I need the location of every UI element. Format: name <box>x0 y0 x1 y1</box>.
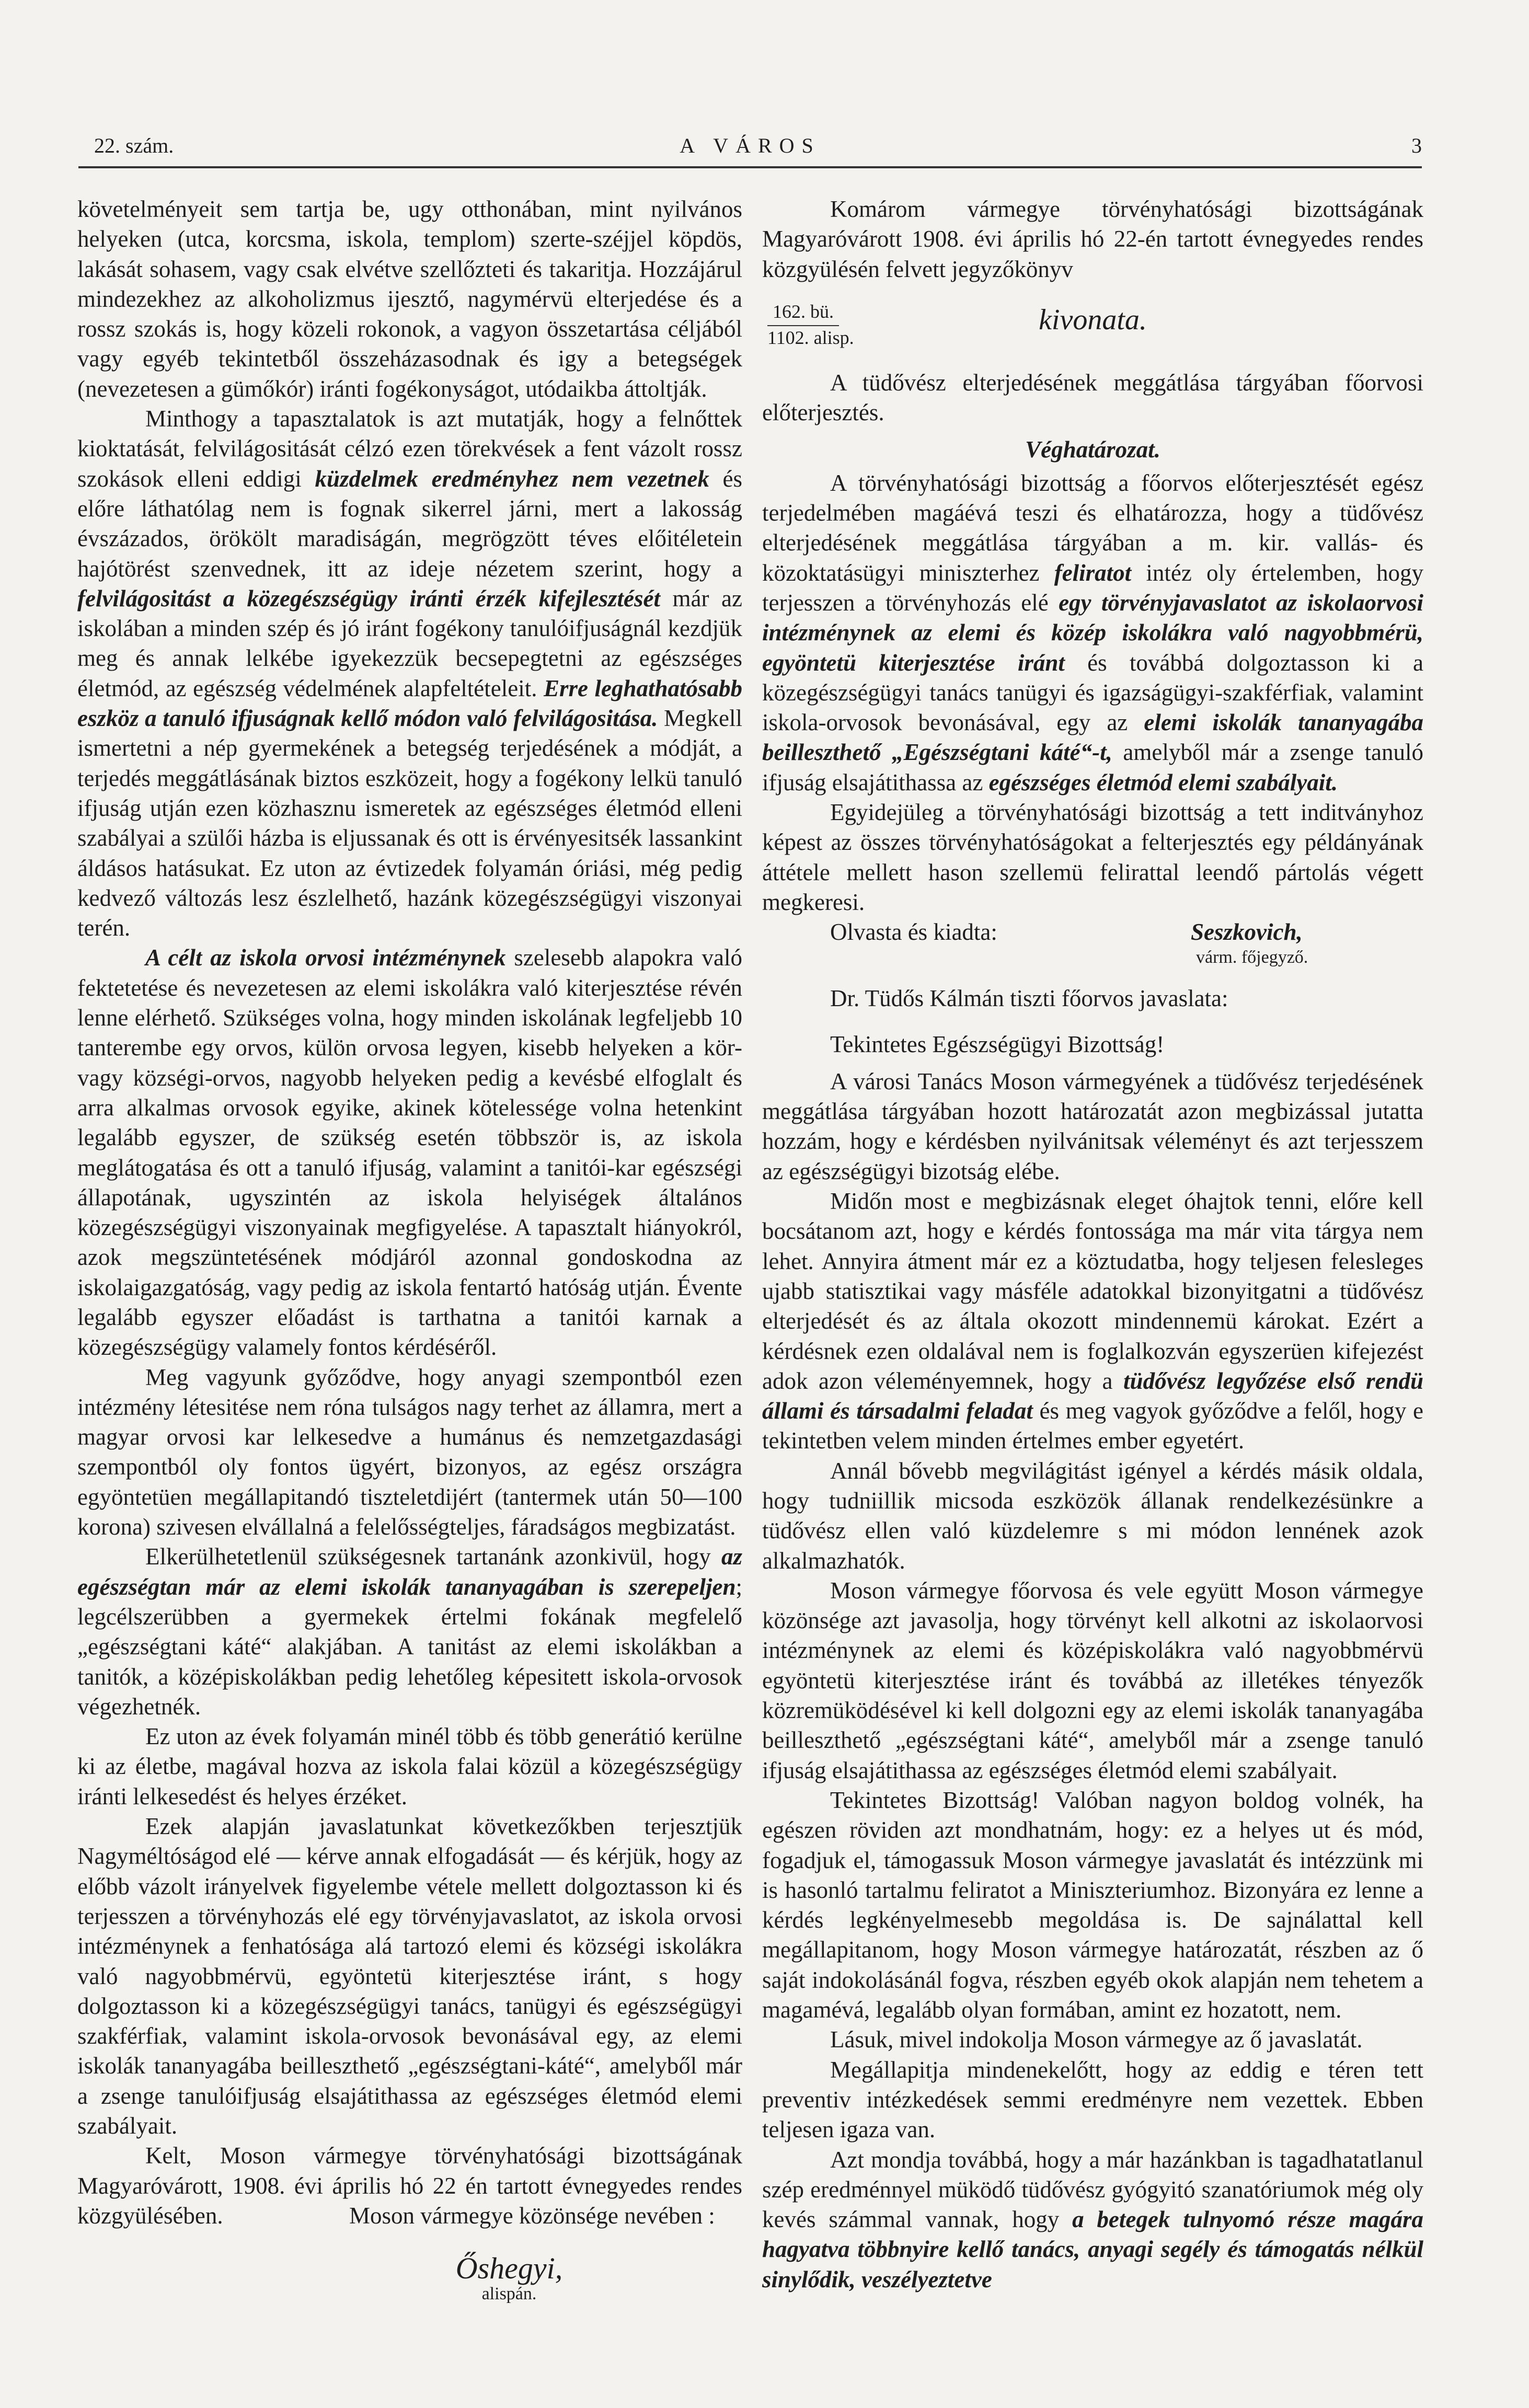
text-run: Megállapitja mindenekelőtt, hogy az eddig e téren tett preventiv intézkedések semmi eredményre nem vezettek. Ebben teljesen igaza van. <box>762 2056 1423 2143</box>
text-run: Elkerülhetetlenül szükségesnek tartanánk azonkivül, hogy <box>145 1543 721 1570</box>
paragraph <box>762 2055 1423 2145</box>
newspaper-title: A VÁROS <box>680 134 821 157</box>
text-run: A városi Tanács Moson vármegyének a tüdővész terjedésének meggátlása tárgyában hozott határozatát azon megbizással jutatta hozzám, hogy e kérdésben nyilvánitsak véleményt és azt terjesszem az egészségügyi bizotság elébe. <box>762 1068 1423 1184</box>
reference-top: 162. bü. <box>767 300 839 326</box>
text-run: és meg vagyok győződve a felől, hogy e tekintetben velem minden értelmes ember egyetért. <box>762 1398 1423 1454</box>
text-run: ; legcélszerübben a gyermekek értelmi fokának megfelelő „egészségtani káté“ alakjában. A tanitást az elemi iskolákban a tanitók, a középiskolákban pedig lehetőleg képesitett iskola-orvosok végezhetnék. <box>77 1573 742 1720</box>
text-run: és továbbá dolgoztasson ki a közegészségügyi tanács tanügyi és igazságügyi-szakférfiak, valamint iskola-orvosok bevonásával, egy az <box>762 649 1423 736</box>
text-run: amelyből már a zsenge tanuló ifjuság elsajátithassa az <box>762 739 1423 796</box>
signature-title: alispán. <box>481 2284 537 2304</box>
left-article-body <box>77 194 742 2231</box>
proposal-heading: Dr. Tüdős Kálmán tiszti főorvos javaslata: <box>830 985 1228 1012</box>
paragraph <box>762 1456 1423 1576</box>
signed-title: várm. főjegyző. <box>1196 948 1308 967</box>
proposal-body <box>762 1067 1423 2295</box>
text-run: Minthogy a tapasztalatok is azt mutatják, hogy a felnőttek kioktatását, felvilágositását célzó ezen törekvések a fent vázolt rossz szokások elleni eddigi <box>77 406 742 492</box>
paragraph <box>77 1812 742 2141</box>
minutes-intro: Komárom vármegye törvényhatósági bizottságának Magyaróvárott 1908. évi április hó 22-én tartott évnegyedes rendes közgyülésén felvett jegyzőkönyv <box>762 196 1423 282</box>
paragraph <box>762 1067 1423 1186</box>
paragraph <box>762 468 1423 798</box>
decision-heading: Véghatározat. <box>1025 436 1160 463</box>
paragraph <box>762 2025 1423 2055</box>
emphasized-text: feliratot <box>1054 559 1132 586</box>
emphasized-text: elemi iskolák tananyagába beilleszthető „Egészségtani káté“-t, <box>762 709 1423 766</box>
paragraph <box>77 1542 742 1722</box>
text-run: szelesebb alapokra való fektetetése és nevezetesen az elemi iskolákra való kiterjesztése révén lenne elérhető. Szükséges volna, hogy minden iskolának legfeljebb 10 tanterembe egy orvos, külön orvosa legyen, kisebb helyeken a kör- vagy községi-orvos, nagyobb helyeken pedig a kevésbé elfoglalt és arra alkalmas orvosok egyike, akinek kötelessége volna hetenkint legalább egyszer, de szükség esetén többször is, az iskola meglátogatása és ott a tanuló ifjuság, valamint a tanitói-kar egészségi állapotának, ugyszintén az iskola helyiségek általános közegészségügyi viszonyainak megfigyelése. A tapasztalt hiányokról, azok megszüntetésének módjáról azonnal gondoskodna az iskolaigazgatóság, vagy pedig az iskola fentartó hatóság utján. Évente legalább egyszer előadást is tarthatna a tanitói karnak a közegészségügy valamely fontos kérdéséről. <box>77 944 742 1361</box>
emphasized-text: a betegek tulnyomó része magára hagyatva többnyire kellő tanács, anyagi segély és támogatás nélkül sinylődik, veszélyeztetve <box>762 2206 1423 2292</box>
header-rule <box>78 166 1422 168</box>
text-run: és előre láthatólag nem is fognak sikerrel járni, mert a lakosság évszázados, örökölt maradiságán, megrögzött téves előitéletein hajótörést szenvednek, itt az ideje nézetem szerint, hogy a <box>77 465 743 582</box>
emphasized-text: egy törvényjavaslatot az iskolaorvosi intézménynek az elemi és közép iskolákra való nagyobbmérü, egyöntetü kiterjesztése iránt <box>762 589 1424 676</box>
signed-name: Seszkovich, <box>1191 919 1303 946</box>
paragraph <box>762 1785 1423 2025</box>
paragraph <box>77 943 742 1362</box>
paragraph <box>762 1576 1423 1785</box>
text-run: Moson vármegye főorvosa és vele együtt Moson vármegye közönsége azt javasolja, hogy törvényt kell alkotni az iskolaorvosi intézménynek az elemi és középiskolákra való nagyobbmérvü egyöntetü kiterjesztése iránt és továbbá az illetékes tényezők közremüködésével ki kell dolgozni egy az elemi iskolák tananyagába beilleszthető „egészségtani káté“, amelyből már a zsenge tanuló ifjuság elsajátithassa az egészséges életmód elemi szabályait. <box>762 1577 1423 1783</box>
extract-title: kivonata. <box>1039 303 1147 336</box>
right-column <box>762 194 1423 2295</box>
text-run: Annál bővebb megvilágitást igényel a kérdés másik oldala, hogy tudniillik micsoda eszközök állanak rendelkezésünkre a tüdővész ellen való küzdelemre s mi módon lennének azok alkalmazhatók. <box>762 1457 1423 1574</box>
page-header <box>78 133 1422 165</box>
paragraph <box>77 404 742 943</box>
emphasized-text: tüdővész legyőzése első rendü állami és társadalmi feladat <box>762 1367 1424 1424</box>
emphasized-text: küzdelmek eredményhez nem vezetnek <box>315 465 709 492</box>
left-column <box>77 194 742 2305</box>
text-run: Ez uton az évek folyamán minél több és több generátió kerülne ki az életbe, magával hozva az iskola falai közül a közegészségügy iránti lelkesedést és helyes érzéket. <box>77 1723 742 1810</box>
extract-heading <box>762 300 1423 363</box>
text-run: Midőn most e megbizásnak eleget óhajtok tenni, előre kell bocsátanom azt, hogy e kérdés fontossága ma már vita tárgya nem lehet. Annyira átment már ez a köztudatba, hogy teljesen felesleges ujabb statisztikai vagy másféle adatokkal bizonyitgatni a tüdővész elterjedését és az általa okozott mindennemü károkat. Ezért a kérdésnek ezen oldalával nem is foglalkozván egyszerüen kifejezést adok azon véleményemnek, hogy a <box>762 1188 1423 1394</box>
text-run: Kelt, Moson vármegye törvényhatósági bizottságának Magyaróvárott, 1908. évi április hó 22 én tartott évnegyedes rendes közgyülésében. <box>77 2142 742 2229</box>
page-number: 3 <box>1411 134 1422 157</box>
text-run: Tekintetes Bizottság! Valóban nagyon boldog volnék, ha egészen röviden azt mondhatnám, hogy: ez a helyes ut és mód, fogadjuk el, támogassuk Moson vármegye javaslatát és intézzünk mi is hasonló tartalmu feliratot a Miniszteriumhoz. Bizonyára ez lenne a kérdés legkényelmesebb megoldása is. De sajnálattal kell megállapitanom, hogy Moson vármegye határozatát, részben az ő saját indokolásánál fogva, részben egyéb okok alapján nem tehetem a magamévá, legalább olyan formában, amint ez hozatott, nem. <box>762 1787 1423 2023</box>
emphasized-text: az egészségtan már az elemi iskolák tananyagában is szerepeljen <box>77 1543 742 1600</box>
text-run: Egyidejüleg a törvényhatósági bizottság a tett inditványhoz képest az összes törvényhatóságokat a felterjesztés egy példányának áttétele mellett hason szellemü felirattal leendő pártolás végett megkeresi. <box>762 799 1423 915</box>
paragraph <box>77 194 742 404</box>
text-run: Megkell ismertetni a nép gyermekének a betegség terjedésének a módját, a terjedés meggátlásának biztos eszközeit, hogy a fogékony lelkü tanuló ifjuság utján ezen közhasznu ismeretek az egészséges életmód elleni szabályai a szülői házba is eljussanak és ott is érvényesitsék lassankint áldásos hatásukat. Ez uton az évtizedek folyamán óriási, még pedig kedvező változás lesz észlelhető, hazánk közegészségügyi viszonyai terén. <box>77 705 743 941</box>
text-run: Azt mondja továbbá, hogy a már hazánkban is tagadhatatlanul szép eredménnyel müködő tüdővész gyógyitó szanatóriumok még oly kevés számmal vannak, hogy <box>762 2146 1423 2233</box>
text-run: követelményeit sem tartja be, ugy otthonában, mint nyilvános helyeken (utca, korcsma, iskola, templom) szerte-széjjel köpdös, lakását sohasem, vagy csak elvétve szellőzteti és takaritja. Hozzájárul mindezekhez az alkoholizmus ijesztő, nagymérvü elterjedése és a rossz szokás is, hogy közeli rokonok, a vagyon összetartása céljából vagy egyéb tekintetből összeházasodnak és igy a betegségek (nevezetesen a gümőkór) iránti fogékonyságot, utódaikba áttoltják. <box>77 196 742 402</box>
text-run: intéz oly értelemben, hogy terjesszen a törvényhozás elé <box>762 559 1423 616</box>
decision-body <box>762 468 1423 917</box>
paragraph <box>762 798 1423 917</box>
emphasized-text: egészséges életmód elemi szabályait. <box>988 769 1338 796</box>
issue-number: 22. szám. <box>94 134 174 157</box>
text-run: már az iskolában a minden szép és jó iránt fogékony tanulóifjuságnál kezdjük meg és annak lelkébe igyekezzük becsepegtetni az egészséges életmód, az egészség védelmének alapfeltételeit. <box>77 585 742 701</box>
on-behalf-text: Moson vármegye közönsége nevében : <box>349 2203 715 2229</box>
text-run: Meg vagyunk győződve, hogy anyagi szempontból ezen intézmény létesitése nem róna tulságos nagy terhet az államra, mert a magyar orvosi kar lelkesedve a humánus és nemzetgazdasági szempontból oly fontos ügyért, bizonyos, az egész országra egyöntetüen megállapitandó tiszteletdijért (tantermek után 50—100 korona) szivesen elvállalná a felelősségteljes, fáradságos megbizatást. <box>77 1364 742 1540</box>
signature-name: Őshegyi, <box>455 2251 563 2286</box>
text-run: Ezek alapján javaslatunkat következőkben terjesztjük Nagyméltóságod elé — kérve annak elfogadását — és kérjük, hogy az előbb vázolt irányelvek figyelembe vétele mellett dolgoztasson ki és terjesszen a törvényhozás elé egy törvényjavaslatot, az iskola orvosi intézménynek a fenhatósága alá tartozó elemi és községi iskolákra való nagyobbmérvü, egyöntetü kiterjesztése iránt, s hogy dolgoztasson ki a közegészségügyi tanács, tanügyi és egészségügyi szakférfiak, valamint iskola-orvosok bevonásával egy, az elemi iskolák tananyagába beilleszthető „egészségtani-káté“, amelyből már a zsenge tanulóifjuság elsajátithassa az egészséges életmód elemi szabályait. <box>77 1813 742 2139</box>
paragraph <box>762 2145 1423 2295</box>
salutation: Tekintetes Egészségügyi Bizottság! <box>830 1031 1165 1057</box>
emphasized-text: felvilágositást a közegészségügy iránti érzék kifejlesztését <box>77 585 661 612</box>
text-run: A törvényhatósági bizottság a főorvos előterjesztését egész terjedelmében magáévá teszi és elhatározza, hogy a tüdővész elterjedésének meggátlása tárgyában a m. kir. vallás- és közoktatásügyi miniszterhez <box>762 469 1423 586</box>
paragraph <box>77 1363 742 1542</box>
reference-bottom: 1102. alisp. <box>767 327 854 348</box>
signed-label: Olvasta és kiadta: <box>830 919 997 946</box>
emphasized-text: A célt az iskola orvosi intézménynek <box>145 944 506 971</box>
signature-block <box>77 2203 742 2261</box>
signed-block <box>762 917 1423 947</box>
paragraph <box>762 1186 1423 1456</box>
text-run: Lásuk, mivel indokolja Moson vármegye az ő javaslatát. <box>830 2026 1363 2053</box>
paragraph <box>77 1722 742 1812</box>
emphasized-text: Erre leghathatósabb eszköz a tanuló ifjuságnak kellő módon való felvilágositása. <box>77 675 742 732</box>
subject-paragraph: A tüdővész elterjedésének meggátlása tárgyában főorvosi előterjesztés. <box>762 369 1423 426</box>
